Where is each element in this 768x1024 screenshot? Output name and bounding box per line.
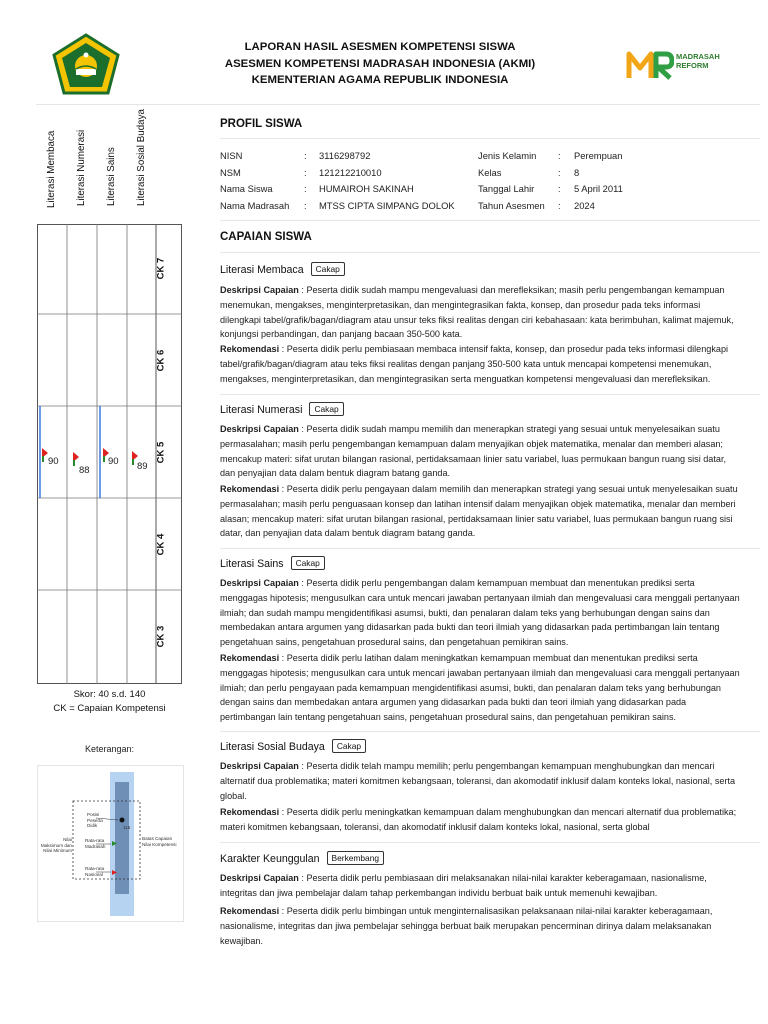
subject-heading-karakter [220, 851, 384, 865]
profil-value-jenis-kelamin: Perempuan [574, 150, 623, 161]
subject-heading-sains [220, 556, 325, 570]
column-label-sains: Literasi Sains [106, 147, 117, 206]
level-badge: Cakap [311, 262, 345, 276]
profil-value-kelas: 8 [574, 167, 580, 178]
rekomendasi-sains [220, 651, 740, 725]
profil-label-tanggal-lahir: Tanggal Lahir [478, 183, 535, 194]
profil-label-tahun-asesmen: Tahun Asesmen [478, 200, 545, 211]
score-marker-sains-stem [103, 456, 105, 462]
profil-label-jenis-kelamin: Jenis Kelamin [478, 150, 537, 161]
subject-divider [220, 548, 760, 549]
score-marker-sosial-budaya-stem [132, 459, 134, 465]
rekomendasi-text: : Peserta didik perlu pengayaan dalam memilih dan menerapkan strategi yang sesuai untuk menyelesaikan suatu permasalahan; masih perlu penguasaan konsep dan latihan intensif dalam menyajikan objek matematika, menalar dan memberi alasan; mencakup materi: sifat urutan bilangan rasional, pertidaksamaan linier satu variabel, luas permukaan bangun ruang sisi datar, dan penyajian data dalam bentuk diagram batang ganda. [220, 484, 738, 539]
deskripsi-text: : Peserta didik sudah mampu mengevaluasi dan merefleksikan; masih perlu pengembangan kemampuan menemukan, mengakses, menginterpretasikan, dan mengintegrasikan fakta, konsep, dan prosedur pada teks informasi dilengkapi tabel/grafik/bagan/diagram atau unsur teks fiksi realitas dengan ciri kebahasaan: kata berimbuhan, kalimat majemuk, konjungsi perbandingan, dan panjang bacaan 350-500 kata. [220, 285, 734, 340]
column-label-sosial-budaya: Literasi Sosial Budaya [136, 109, 147, 206]
rekomendasi-membaca [220, 342, 740, 386]
report-title [200, 39, 560, 89]
profil-sep: : [558, 150, 561, 161]
deskripsi-text: : Peserta didik sudah mampu memilih dan menerapkan strategi yang sesuai untuk menyelesaikan suatu permasalahan; masih perlu pengembangan kemampuan dalam menyajikan objek matematika, menalar dan memberi alasan; mencakup materi: sifat urutan bilangan rasional, pertidaksamaan linier satu variabel, luas permukaan bangun ruang sisi datar, dan penyajian data dalam bentuk diagram batang ganda. [220, 424, 727, 479]
subject-heading-sosial-budaya [220, 739, 366, 753]
deskripsi-label: Deskripsi Capaian [220, 424, 299, 434]
profil-value-nisn: 3116298792 [319, 150, 371, 161]
score-membaca: 90 [48, 456, 59, 467]
skor-text: Skor: 40 s.d. 140 [73, 689, 146, 700]
subject-name: Karakter Keunggulan [220, 853, 320, 865]
subject-divider [220, 731, 760, 732]
profil-value-nsm: 121212210010 [319, 167, 382, 178]
rekomendasi-text: : Peserta didik perlu bimbingan untuk menginternalisasikan pelaksanaan nilai-nilai karakter keberagamaan, nasionalisme, integritas dan jiwa pembelajar sehingga berbuat baik merupakan pencerminan dirinya dalam melaksanakan kewajiban. [220, 906, 713, 946]
score-sosial-budaya: 89 [137, 461, 148, 472]
score-marker-numerasi-stem [73, 460, 75, 466]
profil-value-tahun-asesmen: 2024 [574, 200, 595, 211]
legend-posisi: Posisi Peserta Didik [87, 812, 103, 828]
rekomendasi-text: : Peserta didik perlu meningkatkan kemampuan dalam menghubungkan dan mencari alternatif dua problematika; materi komitmen kebangsaan, toleransi, dan akomodatif inklusif dalam konteks lokal, nasional, serta global [220, 807, 737, 832]
profil-sep: : [304, 167, 307, 178]
capaian-title: CAPAIAN SISWA [220, 231, 312, 243]
score-numerasi: 88 [79, 465, 90, 476]
deskripsi-sosial-budaya [220, 759, 740, 803]
logo-text-madrasah: MADRASAH [676, 52, 720, 61]
subject-heading-membaca [220, 262, 345, 276]
keterangan-legend-box [37, 765, 184, 922]
level-badge: Cakap [309, 402, 343, 416]
header-divider [36, 104, 760, 105]
title-line-3: KEMENTERIAN AGAMA REPUBLIK INDONESIA [251, 74, 509, 86]
deskripsi-sains [220, 576, 740, 650]
column-label-numerasi: Literasi Numerasi [76, 129, 87, 206]
ck-legend-text: CK = Capaian Kompetensi [53, 703, 166, 714]
deskripsi-label: Deskripsi Capaian [220, 285, 299, 295]
score-range-note [37, 688, 182, 716]
subject-divider [220, 842, 760, 843]
profil-sep: : [304, 183, 307, 194]
legend-batas-capaian: Batas Capaian Nilai Kompetensi [142, 836, 177, 847]
subject-name: Literasi Numerasi [220, 404, 303, 416]
rekomendasi-sosial-budaya [220, 805, 740, 835]
deskripsi-label: Deskripsi Capaian [220, 873, 299, 883]
subject-name: Literasi Sains [220, 558, 284, 570]
rekomendasi-text: : Peserta didik perlu latihan dalam meningkatkan kemampuan membuat dan menentukan prediksi serta menggagas hipotesis; mengusulkan cara untuk mencari jawaban pertanyaan ilmiah dan mengevaluasi cara menggali pertanyaan ilmiah; dan perlu pengayaan pada kemampuan mengidentifikasi asumsi, bukti, dan penalaran dalam teks yang berhubungan dengan sains dan membedakan antara argumen yang didasarkan pada bukti dan teori ilmiah yang didasarkan pada pertimbangan lain tentang pengetahuan sains, pengetahuan prosedural sains, dan pengetahuan pemikiran sains. [220, 653, 740, 723]
profil-bottom-divider [220, 220, 760, 221]
deskripsi-text: : Peserta didik perlu pengembangan dalam kemampuan membuat dan menentukan prediksi serta menggagas hipotesis; mengusulkan cara untuk mencari jawaban pertanyaan ilmiah dan mengevaluasi cara menggali pertanyaan ilmiah; dan sudah mampu mengidentifikasi asumsi, bukti, dan penalaran dalam teks yang berhubungan dengan sains dan membedakan antara argumen yang didasarkan pada bukti dan teori ilmiah yang didasarkan pada pertimbangan lain tentang pengetahuan sains, pengetahuan prosedural sains, dan pengetahuan pemikiran sains. [220, 578, 740, 648]
madrasah-reform-logo [626, 46, 754, 86]
rekomendasi-label: Rekomendasi [220, 807, 280, 817]
subject-divider [220, 394, 760, 395]
rekomendasi-label: Rekomendasi [220, 906, 280, 916]
title-line-1: LAPORAN HASIL ASESMEN KOMPETENSI SISWA [244, 41, 516, 53]
legend-rata-nasional: Rata-rata Nasional [85, 866, 105, 877]
deskripsi-numerasi [220, 422, 740, 481]
profil-sep: : [558, 183, 561, 194]
score-marker-membaca-stem [42, 456, 44, 462]
profil-value-tanggal-lahir: 5 April 2011 [574, 183, 623, 194]
level-badge: Cakap [291, 556, 325, 570]
keterangan-title: Keterangan: [84, 744, 135, 754]
mr-logo-mark-icon [626, 48, 674, 82]
deskripsi-membaca [220, 283, 740, 342]
level-badge: Berkembang [327, 851, 385, 865]
kemenag-logo [50, 33, 122, 97]
profil-sep: : [558, 167, 561, 178]
title-line-2: ASESMEN KOMPETENSI MADRASAH INDONESIA (AKMI) [224, 57, 536, 70]
ck-label-3: CK 3 [155, 625, 167, 648]
rekomendasi-numerasi [220, 482, 740, 541]
deskripsi-label: Deskripsi Capaian [220, 761, 299, 771]
deskripsi-text: : Peserta didik telah mampu memilih; perlu pengembangan kemampuan menghubungkan dan mencari alternatif dua problematika; materi komitmen kebangsaan, toleransi, dan akomodatif inklusif dalam konteks lokal, nasional, serta global. [220, 761, 736, 801]
score-sains: 90 [108, 456, 119, 467]
level-badge: Cakap [332, 739, 366, 753]
profil-label-nama-siswa: Nama Siswa [220, 183, 273, 194]
subject-name: Literasi Membaca [220, 264, 304, 276]
deskripsi-karakter [220, 871, 740, 901]
subject-name: Literasi Sosial Budaya [220, 741, 325, 753]
logo-text-reform: REFORM [676, 61, 709, 70]
legend-rata-madrasah: Rata-rata Madrasah [85, 838, 106, 849]
rekomendasi-label: Rekomendasi [220, 344, 280, 354]
profil-sep: : [304, 150, 307, 161]
profil-sep: : [304, 200, 307, 211]
capaian-divider [220, 252, 760, 253]
rekomendasi-karakter [220, 904, 740, 948]
profil-value-nama-siswa: HUMAIROH SAKINAH [319, 183, 414, 194]
rekomendasi-label: Rekomendasi [220, 484, 280, 494]
profil-label-nama-madrasah: Nama Madrasah [220, 200, 290, 211]
profil-divider [220, 138, 760, 139]
ck-label-5: CK 5 [155, 441, 167, 464]
ck-label-4: CK 4 [155, 533, 167, 556]
profil-label-kelas: Kelas [478, 167, 502, 178]
profil-sep: : [558, 200, 561, 211]
profil-title: PROFIL SISWA [220, 118, 303, 130]
deskripsi-text: : Peserta didik perlu pembiasaan diri melaksanakan nilai-nilai karakter keberagamaan, nasionalisme, integritas dan jiwa pembelajar dalam tahap perkembangan individu berbuat baik untuk memenuhi kewajiban. [220, 873, 707, 898]
legend-nilai-max-min: Nilai Maksimum dan Nilai Minimum [40, 837, 72, 853]
legend-dot-value: 115 [123, 825, 131, 830]
rekomendasi-text: : Peserta didik perlu pembiasaan membaca intensif fakta, konsep, dan prosedur pada teks informasi dilengkapi tabel/grafik/bagan/diagram atau teks fiksi realitas dengan panjang 350-500 kata untuk mencapai kompetensi menemukan, mengakses, menginterpretasikan, dan mengintegrasikan serta menguatkan kompetensi mengevaluasi dan merefleksikan. [220, 344, 729, 384]
column-label-membaca: Literasi Membaca [46, 130, 57, 208]
profil-value-nama-madrasah: MTSS CIPTA SIMPANG DOLOK [319, 200, 455, 211]
profil-label-nisn: NISN [220, 150, 243, 161]
rekomendasi-label: Rekomendasi [220, 653, 280, 663]
profil-label-nsm: NSM [220, 167, 241, 178]
subject-heading-numerasi [220, 402, 344, 416]
ck-label-6: CK 6 [155, 349, 167, 372]
ck-label-7: CK 7 [155, 257, 167, 280]
deskripsi-label: Deskripsi Capaian [220, 578, 299, 588]
